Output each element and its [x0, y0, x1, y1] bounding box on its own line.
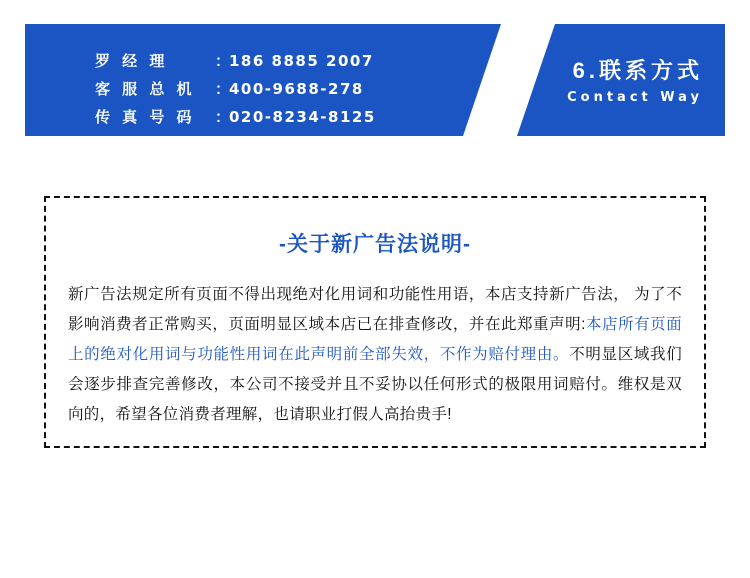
section-title-cn: 6.联系方式 — [572, 58, 703, 83]
contact-header-banner — [25, 24, 725, 136]
notice-body — [68, 280, 682, 430]
contact-label: 客 服 总 机 — [95, 81, 196, 98]
contact-colon: ： — [215, 109, 232, 126]
notice-highlight: 本店所有页面上的绝对化用词与功能性用词在此声明前全部失效，不作为赔付理由。 — [68, 316, 682, 363]
contact-value: 400-9688-278 — [229, 80, 364, 98]
notice-title: -关于新广告法说明- — [279, 233, 471, 256]
contact-row — [95, 78, 376, 106]
contact-value: 186 8885 2007 — [229, 52, 374, 70]
contact-row — [95, 50, 376, 78]
contact-label: 罗 经 理 — [95, 53, 169, 70]
contact-label: 传 真 号 码 — [95, 109, 196, 126]
advertising-law-notice-box — [44, 196, 706, 448]
contact-list — [95, 50, 376, 134]
contact-colon: ： — [215, 81, 232, 98]
contact-row — [95, 106, 376, 134]
section-title — [567, 58, 703, 105]
notice-paragraph-2: 不明显区域我们会逐步排查完善修改，本公司不接受并且不妥协以任何形式的极限用词赔付。维权是双向的，希望各位消费者理解，也请职业打假人高抬贵手! — [68, 346, 682, 423]
contact-colon: ： — [215, 53, 232, 70]
notice-paragraph-1: 新广告法规定所有页面不得出现绝对化用词和功能性用语，本店支持新广告法， 为了不影响消费者正常购买，页面明显区域本店已在排查修改，并在此郑重声明: — [68, 286, 682, 333]
contact-value: 020-8234-8125 — [229, 108, 376, 126]
section-title-en: Contact Way — [567, 90, 703, 106]
